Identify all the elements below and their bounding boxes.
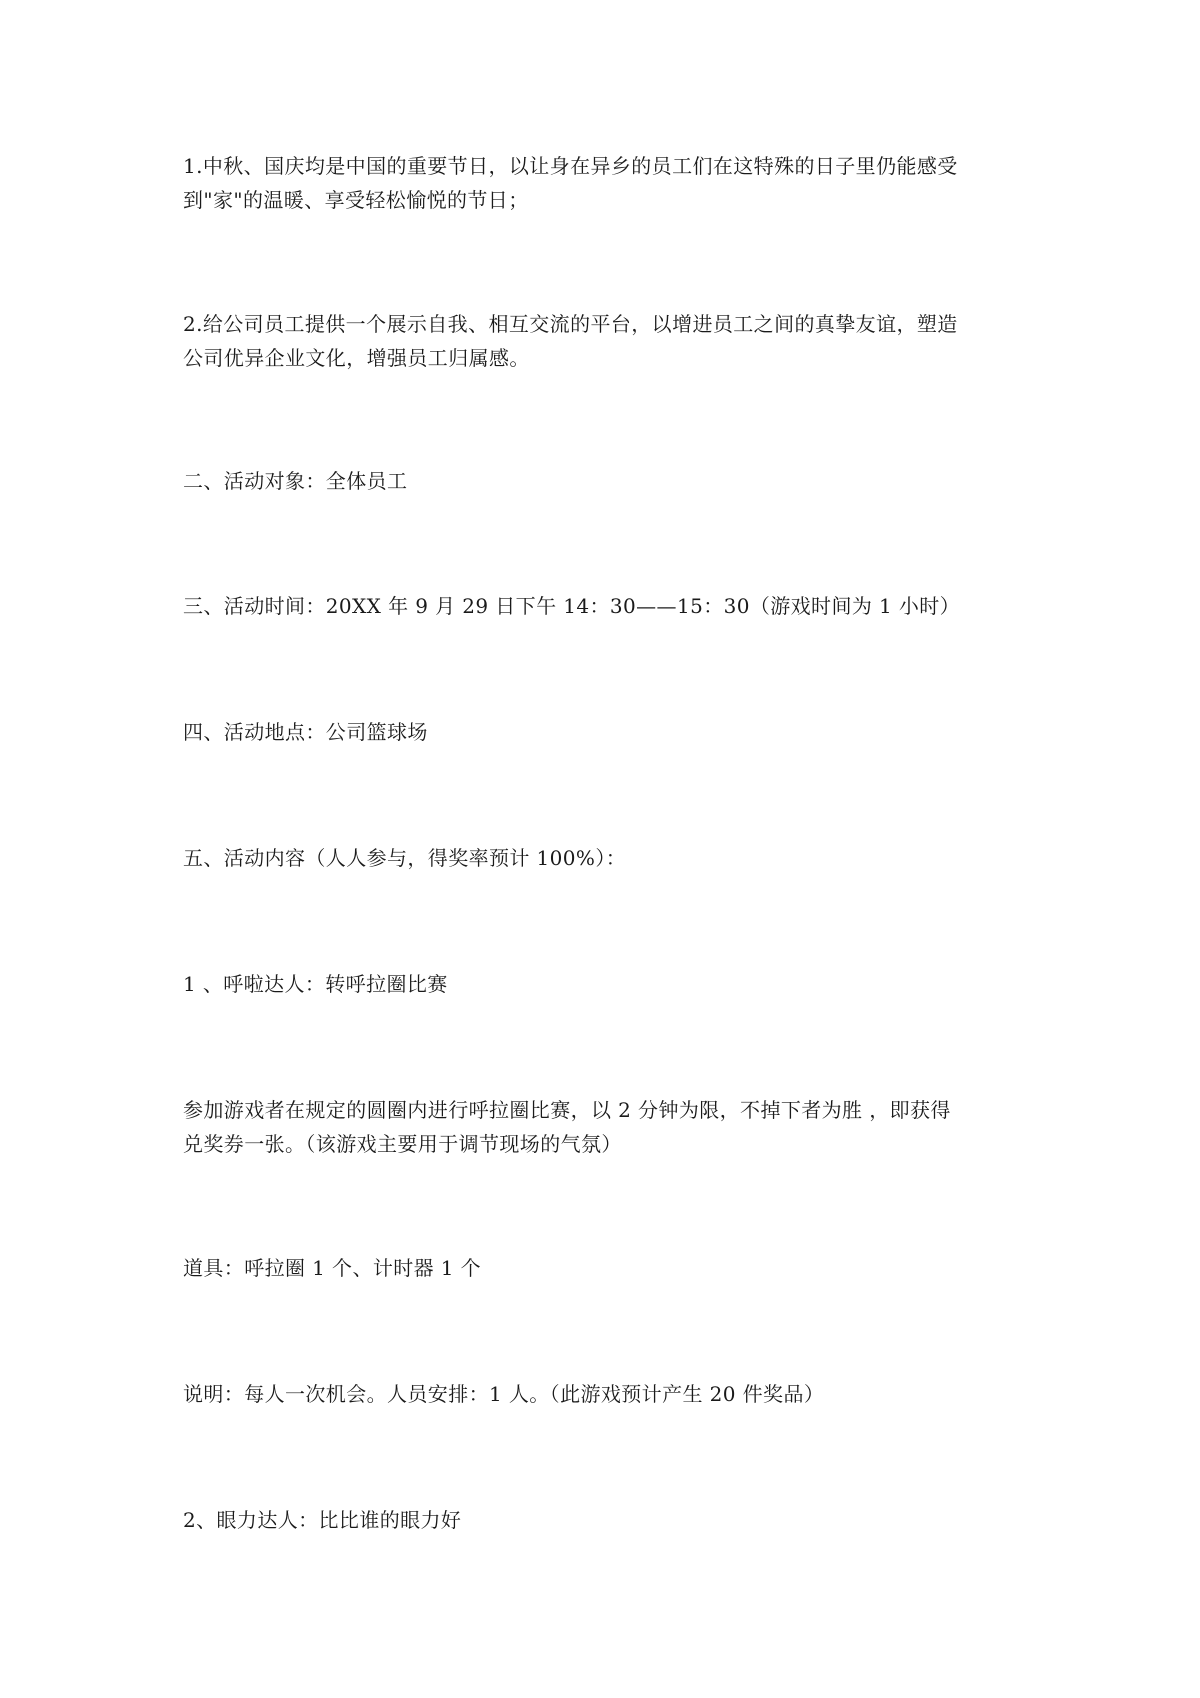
text-line: 说明：每人一次机会。人员安排：1 人。（此游戏预计产生 20 件奖品） [183,1382,825,1406]
text-line: 参加游戏者在规定的圆圈内进行呼拉圈比赛，以 2 分钟为限，不掉下者为胜 ，即获得 [183,1098,951,1122]
game-1-props [183,1251,1023,1285]
paragraph-purpose-2 [183,307,1023,375]
section-participants [183,464,1023,498]
text-line: 二、活动对象：全体员工 [183,469,408,493]
game-2-title [183,1503,1023,1537]
text-line: 五、活动内容（人人参与，得奖率预计 100%）： [183,846,627,870]
section-time [183,589,1023,623]
text-line: 1.中秋、国庆均是中国的重要节日，以让身在异乡的员工们在这特殊的日子里仍能感受 [183,154,958,178]
text-line: 2.给公司员工提供一个展示自我、相互交流的平台，以增进员工之间的真挚友谊，塑造 [183,312,958,336]
game-1-notes [183,1377,1023,1411]
text-line: 到"家"的温暖、享受轻松愉悦的节日； [183,188,529,212]
game-1-title [183,967,1023,1001]
text-line: 三、活动时间：20XX 年 9 月 29 日下午 14：30——15：30（游戏时间为 1 小时） [183,594,961,618]
game-1-description [183,1093,1023,1161]
section-content [183,841,1023,875]
text-line: 四、活动地点：公司篮球场 [183,720,428,744]
text-line: 2、眼力达人：比比谁的眼力好 [183,1508,462,1532]
section-location [183,715,1023,749]
text-line: 公司优异企业文化，增强员工归属感。 [183,346,530,370]
paragraph-purpose-1 [183,149,1023,217]
text-line: 兑奖券一张。（该游戏主要用于调节现场的气氛） [183,1132,622,1156]
text-line: 1 、呼啦达人：转呼拉圈比赛 [183,972,448,996]
text-line: 道具：呼拉圈 1 个、计时器 1 个 [183,1256,482,1280]
